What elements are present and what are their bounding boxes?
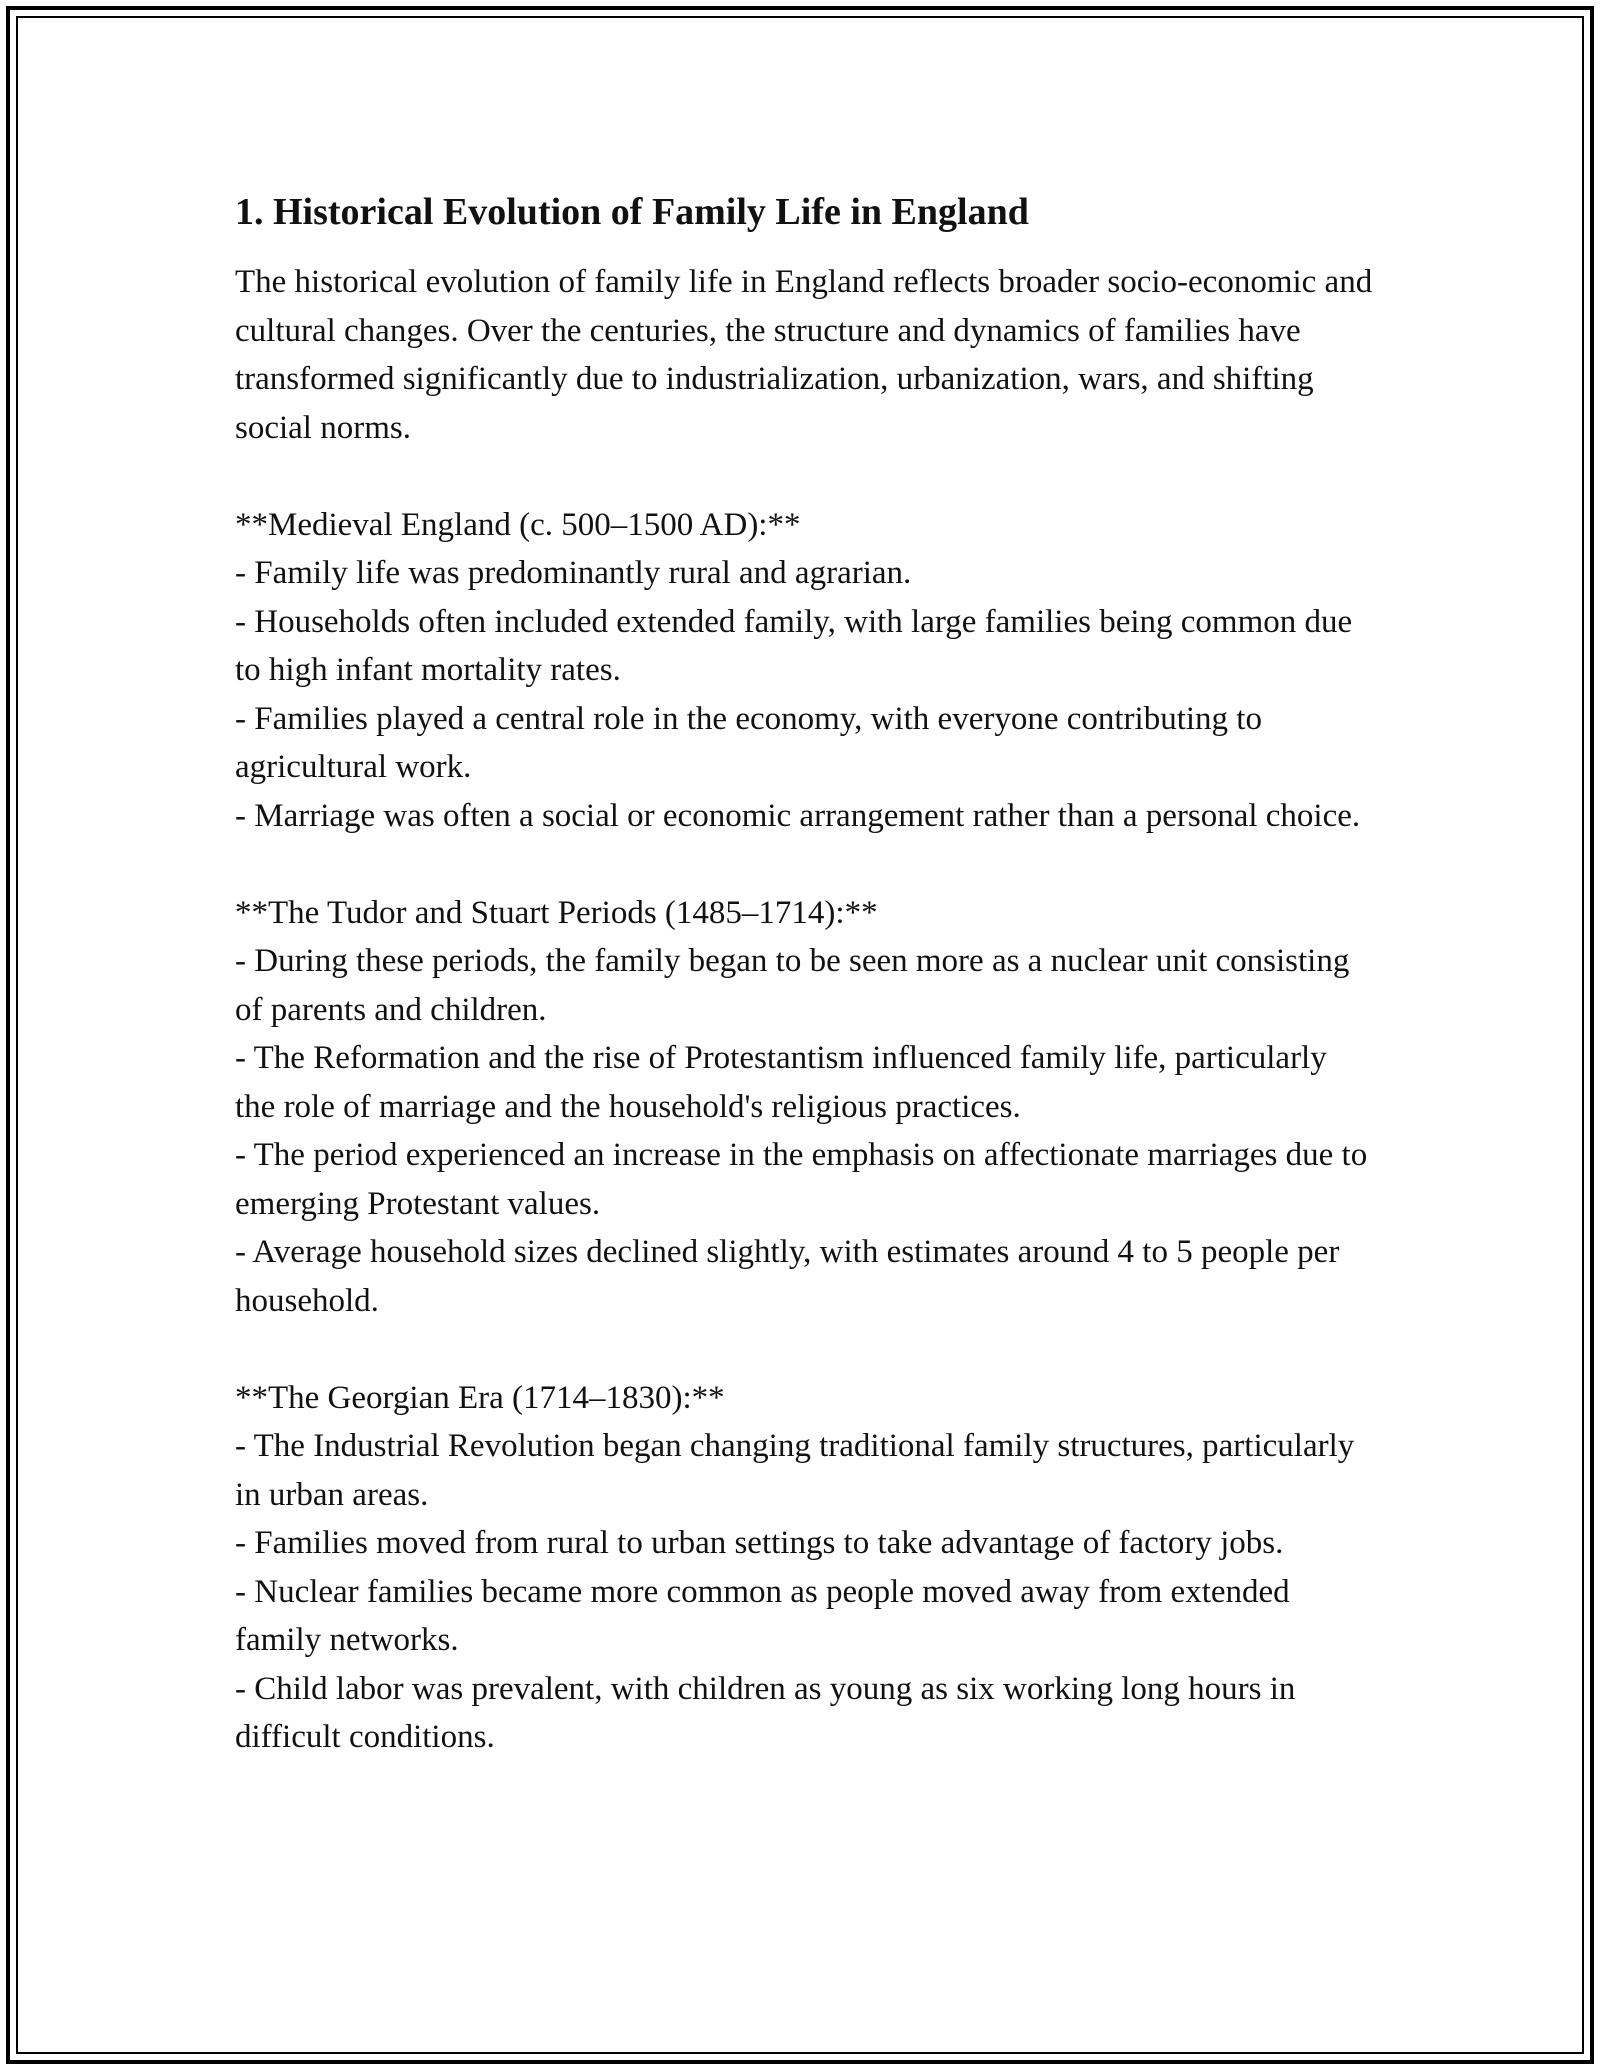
section-tudor-stuart <box>235 889 1375 1326</box>
bullet-item: - Average household sizes declined slightly, with estimates around 4 to 5 people per household. <box>235 1234 1340 1319</box>
bullet-item: - Child labor was prevalent, with children as young as six working long hours in difficult conditions. <box>235 1670 1296 1755</box>
bullet-item: - Households often included extended family, with large families being common due to high infant mortality rates. <box>235 603 1353 688</box>
bullet-item: - The period experienced an increase in the emphasis on affectionate marriages due to emerging Protestant values. <box>235 1137 1368 1222</box>
section-title: **Medieval England (c. 500–1500 AD):** <box>235 506 801 543</box>
bullet-item: - Families played a central role in the economy, with everyone contributing to agricultural work. <box>235 700 1262 785</box>
section-heading: 1. Historical Evolution of Family Life in England <box>235 191 1029 233</box>
bullet-item: - During these periods, the family began to be seen more as a nuclear unit consisting of parents and children. <box>235 943 1350 1028</box>
intro-paragraph: The historical evolution of family life in England reflects broader socio-economic and cultural changes. Over the centuries, the structure and dynamics of families have transformed significantly due to industrialization, urbanization, wars, and shifting social norms. <box>235 264 1373 446</box>
bullet-item: - Nuclear families became more common as people moved away from extended family networks. <box>235 1573 1290 1658</box>
section-title: **The Tudor and Stuart Periods (1485–1714):** <box>235 894 878 931</box>
bullet-item: - The Reformation and the rise of Protestantism influenced family life, particularly the role of marriage and the household's religious practices. <box>235 1040 1327 1125</box>
document-body <box>235 186 1375 1762</box>
section-georgian <box>235 1374 1375 1762</box>
section-medieval <box>235 501 1375 841</box>
bullet-item: - Family life was predominantly rural and agrarian. <box>235 555 912 591</box>
bullet-item: - Families moved from rural to urban settings to take advantage of factory jobs. <box>235 1525 1284 1561</box>
bullet-item: - The Industrial Revolution began changing traditional family structures, particularly in urban areas. <box>235 1428 1355 1513</box>
section-title: **The Georgian Era (1714–1830):** <box>235 1379 725 1416</box>
bullet-item: - Marriage was often a social or economic arrangement rather than a personal choice. <box>235 797 1361 834</box>
